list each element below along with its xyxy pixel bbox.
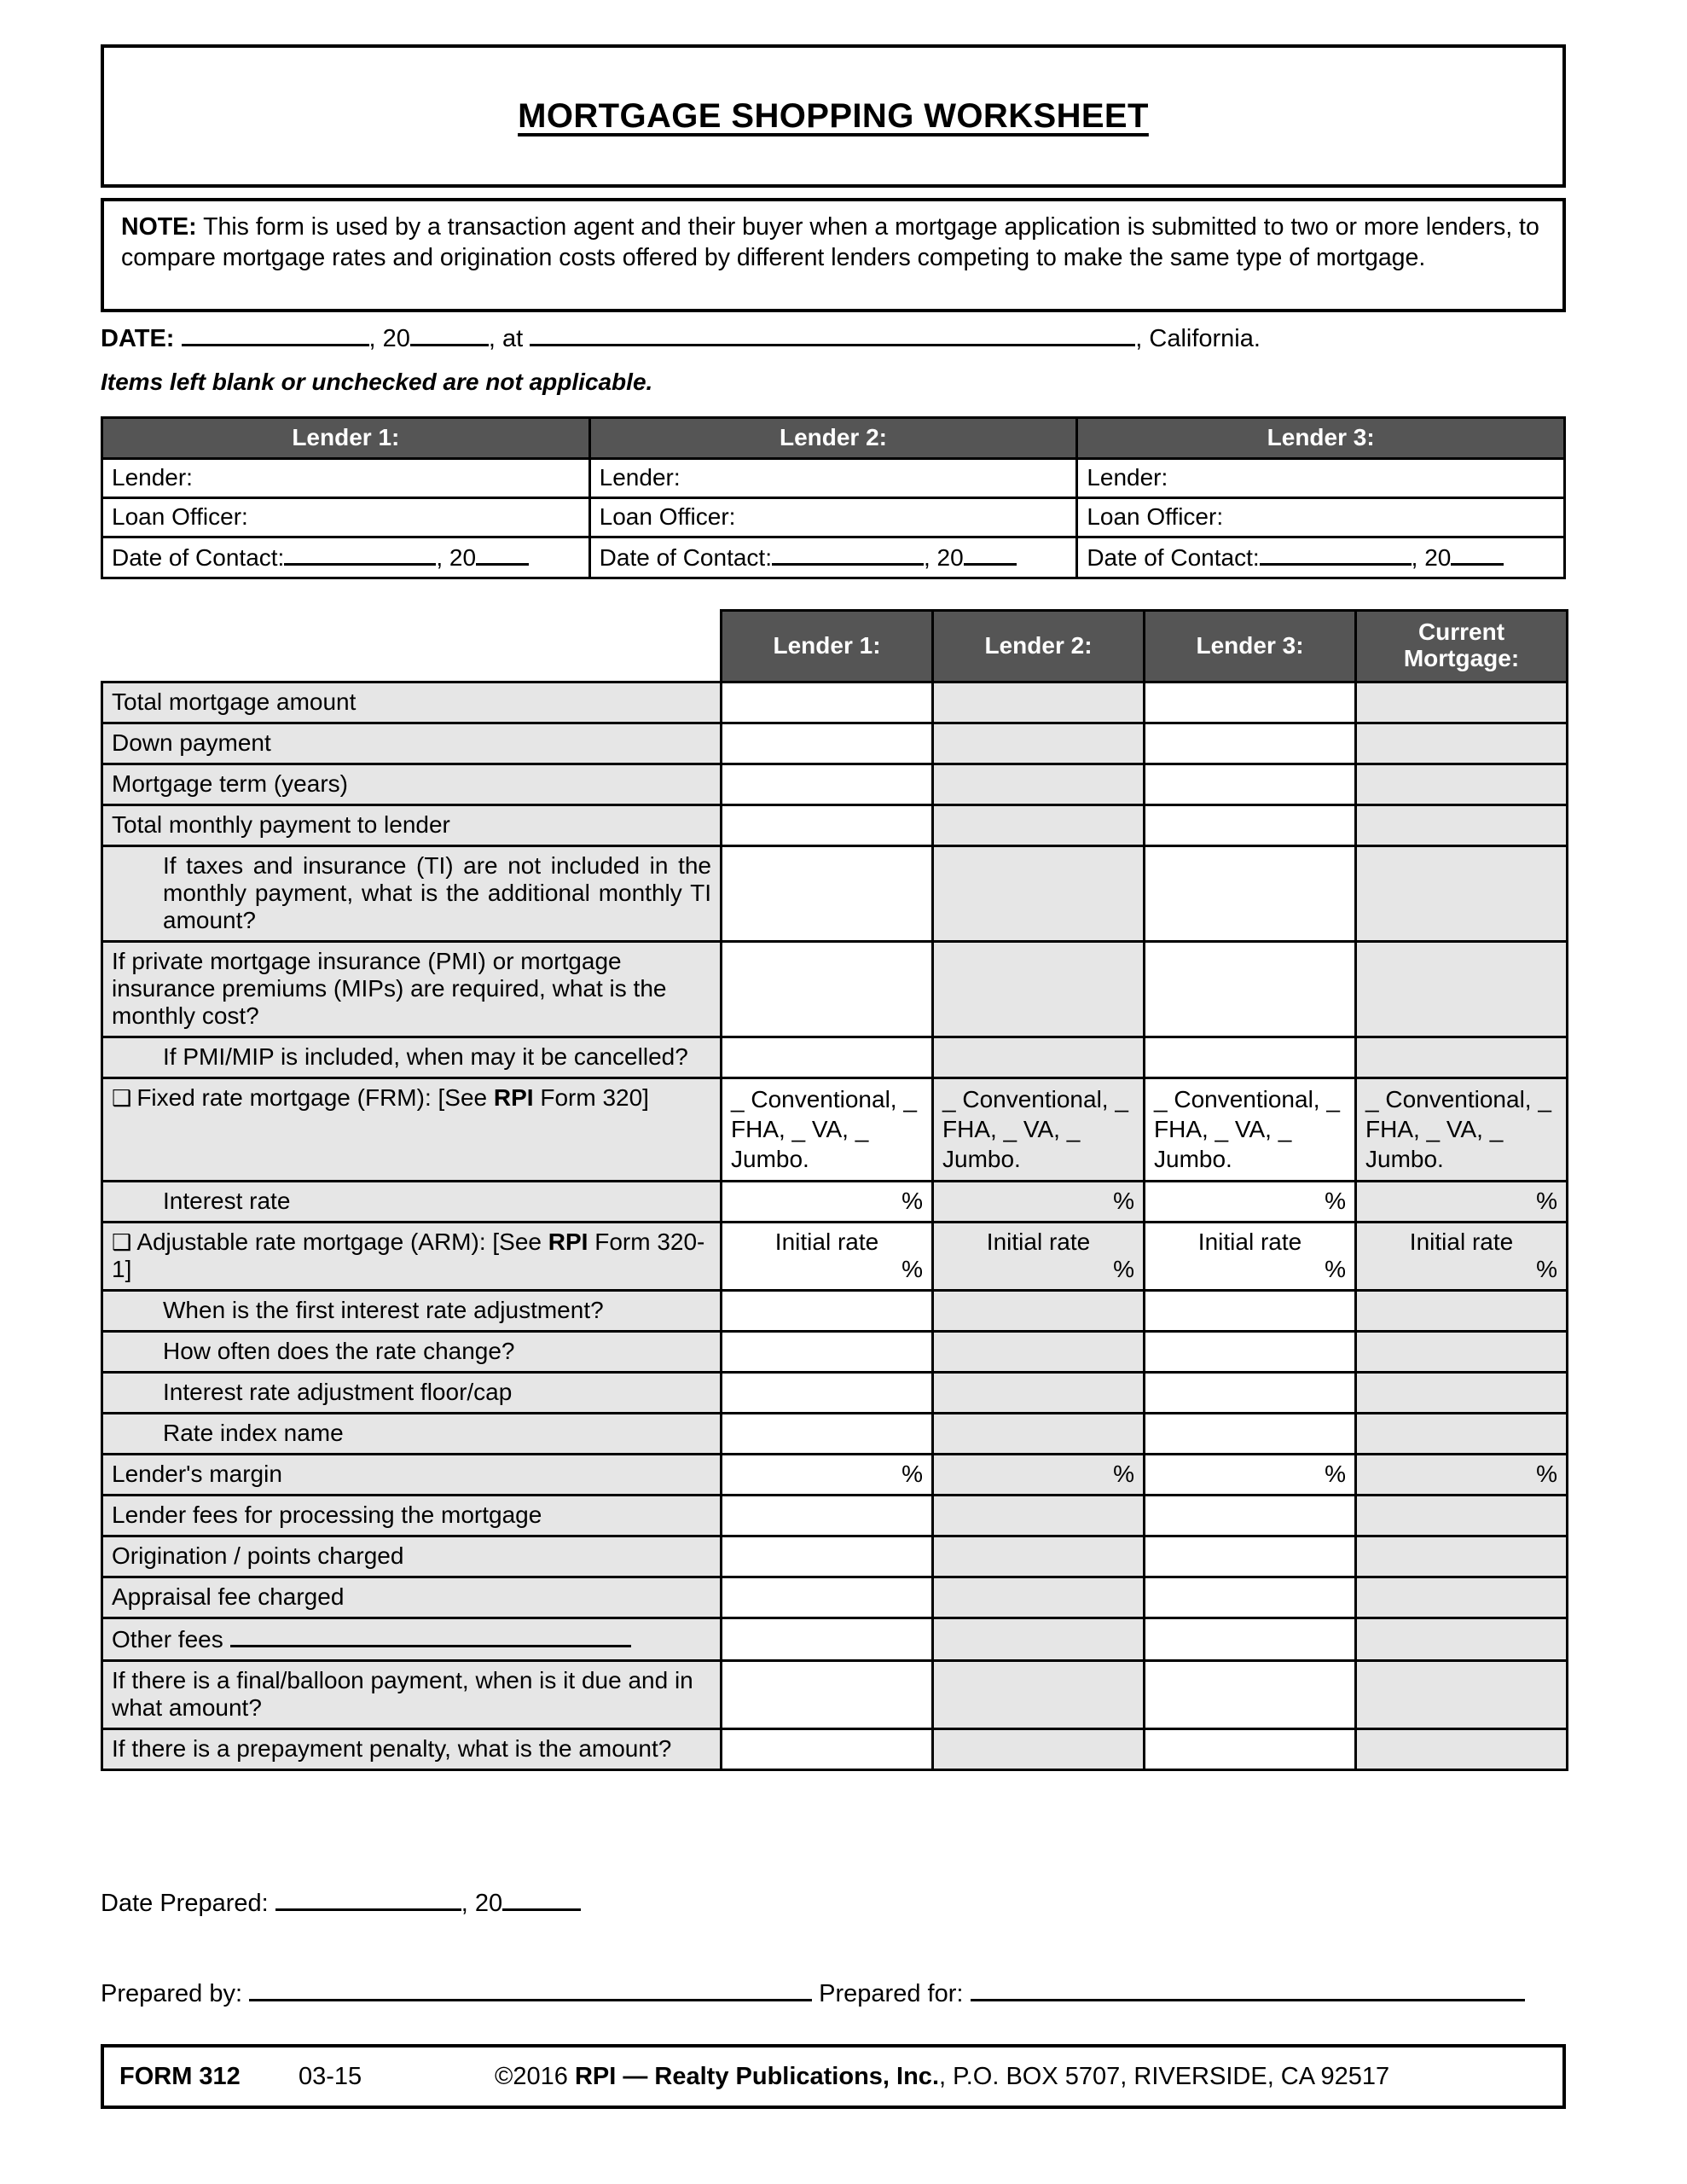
value-cell-r10-c0[interactable]	[722, 1290, 933, 1331]
percent-symbol: %	[1113, 1187, 1134, 1214]
row-label-0	[102, 682, 722, 723]
table-row	[102, 682, 1568, 723]
value-cell-r14-c0[interactable]	[722, 1454, 933, 1495]
value-cell-r7-c0[interactable]	[722, 1077, 933, 1181]
note-label: NOTE:	[121, 213, 197, 241]
table-row	[102, 1290, 1568, 1331]
value-cell-r19-c1[interactable]	[933, 1660, 1145, 1728]
table-row	[102, 1331, 1568, 1372]
initial-rate-label: Initial rate	[774, 1228, 879, 1255]
applicability-note: Items left blank or unchecked are not applicable.	[101, 369, 653, 395]
value-cell-r8-c2[interactable]	[1145, 1181, 1356, 1222]
value-cell-r4-c2[interactable]	[1145, 845, 1356, 941]
mortgage-comparison-table	[101, 609, 1568, 1771]
loan-type-options[interactable]: _ Conventional, _ FHA, _ VA, _ Jumbo.	[731, 1085, 917, 1172]
value-cell-r12-c2[interactable]	[1145, 1372, 1356, 1413]
lender-name-label: Lender:	[599, 464, 681, 491]
date-of-contact-label: Date of Contact:	[1087, 544, 1260, 571]
date-of-contact-year-prefix: , 20	[924, 544, 964, 571]
row-label-17	[102, 1577, 722, 1618]
date-of-contact-year-input[interactable]	[964, 543, 1017, 566]
value-cell-r2-c2[interactable]	[1145, 764, 1356, 804]
row-label-text: Total monthly payment to lender	[112, 810, 450, 838]
value-cell-r7-c1[interactable]	[933, 1077, 1145, 1181]
percent-symbol: %	[1325, 1460, 1346, 1487]
other-fees-input[interactable]	[230, 1624, 631, 1647]
rpi-brand: RPI	[548, 1228, 588, 1255]
value-cell-r0-c2[interactable]	[1145, 682, 1356, 723]
note-box	[101, 198, 1566, 312]
row-label-text: If PMI/MIP is included, when may it be cancelled?	[163, 1043, 688, 1070]
value-cell-r18-c0[interactable]	[722, 1618, 933, 1660]
row-label-8	[102, 1181, 722, 1222]
col-header-lender-1: Lender 1:	[722, 611, 933, 682]
date-prepared-line	[101, 1887, 581, 1918]
percent-symbol: %	[1536, 1255, 1557, 1282]
row-label-18	[102, 1618, 722, 1660]
row-label-2	[102, 764, 722, 804]
value-cell-r1-c0[interactable]	[722, 723, 933, 764]
signature-row	[101, 1978, 1569, 2008]
table-row	[102, 941, 1568, 1037]
row-label-text: Lender's margin	[112, 1460, 282, 1487]
date-line	[101, 322, 1572, 353]
table-row	[102, 764, 1568, 804]
value-cell-r17-c2[interactable]	[1145, 1577, 1356, 1618]
value-cell-r14-c1[interactable]	[933, 1454, 1145, 1495]
percent-symbol: %	[1536, 1460, 1557, 1487]
note-text	[121, 212, 1547, 273]
value-cell-r18-c2[interactable]	[1145, 1618, 1356, 1660]
prepared-by-input[interactable]	[249, 1978, 812, 2001]
lender-name-row	[102, 459, 1565, 498]
row-label-6	[102, 1037, 722, 1077]
lender-1-name-cell[interactable]	[102, 459, 590, 498]
value-cell-r2-c0[interactable]	[722, 764, 933, 804]
row-label-5	[102, 941, 722, 1037]
loan-officer-label: Loan Officer:	[599, 503, 736, 530]
value-cell-r3-c1[interactable]	[933, 804, 1145, 845]
value-cell-r16-c1[interactable]	[933, 1536, 1145, 1577]
value-cell-r9-c0[interactable]	[722, 1222, 933, 1290]
lender-2-contact-cell[interactable]	[589, 537, 1077, 578]
percent-symbol: %	[1325, 1187, 1346, 1214]
lender-name-label: Lender:	[112, 464, 193, 491]
value-cell-r20-c1[interactable]	[933, 1728, 1145, 1769]
value-cell-r10-c2[interactable]	[1145, 1290, 1356, 1331]
loan-type-options[interactable]: _ Conventional, _ FHA, _ VA, _ Jumbo.	[942, 1085, 1128, 1172]
value-cell-r15-c2[interactable]	[1145, 1495, 1356, 1536]
value-cell-r3-c0[interactable]	[722, 804, 933, 845]
value-cell-r12-c3[interactable]	[1356, 1372, 1568, 1413]
lender-3-officer-cell[interactable]	[1077, 498, 1565, 537]
date-of-contact-label: Date of Contact:	[112, 544, 285, 571]
date-of-contact-input[interactable]	[772, 543, 924, 566]
loan-officer-label: Loan Officer:	[112, 503, 248, 530]
comparison-header-row	[102, 611, 1568, 682]
loan-officer-row	[102, 498, 1565, 537]
row-label-text: If private mortgage insurance (PMI) or mortgage insurance premiums (MIPs) are required, what is the monthly cost?	[112, 947, 667, 1029]
value-cell-r5-c1[interactable]	[933, 941, 1145, 1037]
row-label-text: How often does the rate change?	[163, 1337, 515, 1364]
date-year-prefix: , 20	[368, 325, 410, 352]
percent-symbol: %	[1325, 1255, 1346, 1282]
row-label-16	[102, 1536, 722, 1577]
value-cell-r19-c3[interactable]	[1356, 1660, 1568, 1728]
value-cell-r12-c1[interactable]	[933, 1372, 1145, 1413]
row-label-11	[102, 1331, 722, 1372]
note-body: This form is used by a transaction agent and their buyer when a mortgage application is submitted to two or more lenders, to compare mortgage rates and origination costs offered by different lenders competing to make the same type of mortgage.	[121, 213, 1539, 272]
date-prepared-input[interactable]	[275, 1887, 461, 1911]
rpi-brand: RPI	[493, 1083, 534, 1111]
value-cell-r9-c1[interactable]	[933, 1222, 1145, 1290]
value-cell-r2-c3[interactable]	[1356, 764, 1568, 804]
table-row	[102, 1618, 1568, 1660]
row-label-text: Other fees	[112, 1625, 230, 1653]
loan-officer-label: Loan Officer:	[1087, 503, 1224, 530]
value-cell-r11-c1[interactable]	[933, 1331, 1145, 1372]
row-label-text: Adjustable rate mortgage (ARM): [See	[136, 1228, 548, 1255]
value-cell-r0-c0[interactable]	[722, 682, 933, 723]
value-cell-r13-c1[interactable]	[933, 1413, 1145, 1454]
percent-symbol: %	[1113, 1255, 1134, 1282]
lender-2-header: Lender 2:	[589, 418, 1077, 459]
date-of-contact-input[interactable]	[284, 543, 436, 566]
row-label-text: Lender fees for processing the mortgage	[112, 1501, 542, 1528]
value-cell-r10-c3[interactable]	[1356, 1290, 1568, 1331]
table-row	[102, 1454, 1568, 1495]
value-cell-r17-c3[interactable]	[1356, 1577, 1568, 1618]
loan-type-options[interactable]: _ Conventional, _ FHA, _ VA, _ Jumbo.	[1365, 1085, 1551, 1172]
date-year-input[interactable]	[410, 322, 489, 346]
loan-type-options[interactable]: _ Conventional, _ FHA, _ VA, _ Jumbo.	[1154, 1085, 1340, 1172]
page-title: MORTGAGE SHOPPING WORKSHEET	[518, 96, 1149, 135]
row-label-4	[102, 845, 722, 941]
row-label-text: When is the first interest rate adjustment?	[163, 1296, 604, 1323]
value-cell-r13-c2[interactable]	[1145, 1413, 1356, 1454]
value-cell-r8-c0[interactable]	[722, 1181, 933, 1222]
comparison-body	[102, 682, 1568, 1769]
table-row	[102, 723, 1568, 764]
row-label-text: Appraisal fee charged	[112, 1583, 345, 1610]
copyright-address: , P.O. BOX 5707, RIVERSIDE, CA 92517	[939, 2062, 1390, 2090]
lender-info-table	[101, 416, 1566, 579]
row-label-20	[102, 1728, 722, 1769]
value-cell-r20-c0[interactable]	[722, 1728, 933, 1769]
table-row	[102, 1495, 1568, 1536]
table-row	[102, 845, 1568, 941]
value-cell-r14-c3[interactable]	[1356, 1454, 1568, 1495]
value-cell-r6-c2[interactable]	[1145, 1037, 1356, 1077]
row-label-suffix: Form 320-1]	[112, 1228, 705, 1282]
title-box	[101, 44, 1566, 188]
table-row	[102, 1728, 1568, 1769]
date-of-contact-year-input[interactable]	[476, 543, 529, 566]
value-cell-r9-c2[interactable]	[1145, 1222, 1356, 1290]
row-label-14	[102, 1454, 722, 1495]
row-label-text: Interest rate	[163, 1187, 291, 1214]
value-cell-r17-c0[interactable]	[722, 1577, 933, 1618]
value-cell-r5-c0[interactable]	[722, 941, 933, 1037]
value-cell-r6-c0[interactable]	[722, 1037, 933, 1077]
date-of-contact-year-input[interactable]	[1451, 543, 1504, 566]
percent-symbol: %	[901, 1187, 923, 1214]
table-row	[102, 1077, 1568, 1181]
checkbox-icon[interactable]: ❑	[112, 1229, 132, 1256]
value-cell-r16-c0[interactable]	[722, 1536, 933, 1577]
value-cell-r1-c3[interactable]	[1356, 723, 1568, 764]
lender-3-contact-cell[interactable]	[1077, 537, 1565, 578]
col-header-current-mortgage: Current Mortgage:	[1356, 611, 1568, 682]
table-row	[102, 1536, 1568, 1577]
lender-name-label: Lender:	[1087, 464, 1168, 491]
row-label-19	[102, 1660, 722, 1728]
percent-symbol: %	[1536, 1187, 1557, 1214]
value-cell-r9-c3[interactable]	[1356, 1222, 1568, 1290]
date-of-contact-year-prefix: , 20	[436, 544, 477, 571]
value-cell-r17-c1[interactable]	[933, 1577, 1145, 1618]
value-cell-r11-c3[interactable]	[1356, 1331, 1568, 1372]
table-row	[102, 1660, 1568, 1728]
value-cell-r1-c1[interactable]	[933, 723, 1145, 764]
table-row	[102, 1413, 1568, 1454]
value-cell-r19-c0[interactable]	[722, 1660, 933, 1728]
date-input[interactable]	[182, 322, 369, 346]
value-cell-r15-c0[interactable]	[722, 1495, 933, 1536]
date-prepared-label: Date Prepared:	[101, 1890, 269, 1917]
value-cell-r7-c2[interactable]	[1145, 1077, 1356, 1181]
row-label-text: Interest rate adjustment floor/cap	[163, 1378, 513, 1405]
table-row	[102, 1222, 1568, 1290]
prepared-for-input[interactable]	[971, 1978, 1525, 2001]
value-cell-r15-c1[interactable]	[933, 1495, 1145, 1536]
row-label-12	[102, 1372, 722, 1413]
value-cell-r0-c1[interactable]	[933, 682, 1145, 723]
value-cell-r2-c1[interactable]	[933, 764, 1145, 804]
lender-1-header: Lender 1:	[102, 418, 590, 459]
value-cell-r5-c3[interactable]	[1356, 941, 1568, 1037]
value-cell-r8-c3[interactable]	[1356, 1181, 1568, 1222]
date-prepared-year-input[interactable]	[502, 1887, 581, 1911]
copyright-notice	[495, 2063, 1562, 2091]
lender-1-contact-cell[interactable]	[102, 537, 590, 578]
row-label-text: Mortgage term (years)	[112, 770, 348, 797]
footer-bar	[101, 2044, 1566, 2109]
value-cell-r11-c0[interactable]	[722, 1331, 933, 1372]
row-label-text: If taxes and insurance (TI) are not included in the monthly payment, what is the additional monthly TI amount?	[163, 851, 711, 933]
col-header-lender-2: Lender 2:	[933, 611, 1145, 682]
date-of-contact-input[interactable]	[1260, 543, 1412, 566]
date-place-input[interactable]	[530, 322, 1135, 346]
row-label-13	[102, 1413, 722, 1454]
value-cell-r0-c3[interactable]	[1356, 682, 1568, 723]
lender-info-header-row	[102, 418, 1565, 459]
row-label-9	[102, 1222, 722, 1290]
table-row	[102, 1181, 1568, 1222]
table-corner-spacer	[102, 611, 722, 682]
row-label-10	[102, 1290, 722, 1331]
value-cell-r4-c0[interactable]	[722, 845, 933, 941]
value-cell-r11-c2[interactable]	[1145, 1331, 1356, 1372]
row-label-text: Origination / points charged	[112, 1542, 404, 1569]
prepared-for-label: Prepared for:	[819, 1980, 964, 2007]
row-label-15	[102, 1495, 722, 1536]
date-label: DATE:	[101, 325, 175, 352]
row-label-suffix: Form 320]	[533, 1083, 649, 1111]
percent-symbol: %	[901, 1255, 923, 1282]
publisher-name: RPI — Realty Publications, Inc.	[574, 2062, 939, 2090]
row-label-text: Fixed rate mortgage (FRM): [See	[136, 1083, 494, 1111]
row-label-text: If there is a prepayment penalty, what is the amount?	[112, 1734, 672, 1762]
row-label-1	[102, 723, 722, 764]
row-label-text: Total mortgage amount	[112, 688, 357, 715]
row-label-text: Rate index name	[163, 1419, 344, 1446]
row-label-7	[102, 1077, 722, 1181]
value-cell-r4-c1[interactable]	[933, 845, 1145, 941]
row-label-text: Down payment	[112, 729, 271, 756]
percent-symbol: %	[901, 1460, 923, 1487]
value-cell-r15-c3[interactable]	[1356, 1495, 1568, 1536]
initial-rate-label: Initial rate	[986, 1228, 1091, 1255]
value-cell-r16-c2[interactable]	[1145, 1536, 1356, 1577]
value-cell-r12-c0[interactable]	[722, 1372, 933, 1413]
lender-3-name-cell[interactable]	[1077, 459, 1565, 498]
value-cell-r10-c1[interactable]	[933, 1290, 1145, 1331]
date-at-label: , at	[488, 325, 524, 352]
value-cell-r14-c2[interactable]	[1145, 1454, 1356, 1495]
row-label-3	[102, 804, 722, 845]
value-cell-r4-c3[interactable]	[1356, 845, 1568, 941]
value-cell-r3-c2[interactable]	[1145, 804, 1356, 845]
prepared-by-label: Prepared by:	[101, 1980, 243, 2007]
value-cell-r16-c3[interactable]	[1356, 1536, 1568, 1577]
value-cell-r19-c2[interactable]	[1145, 1660, 1356, 1728]
date-of-contact-row	[102, 537, 1565, 578]
form-revision-date: 03-15	[299, 2062, 362, 2090]
date-prepared-year-prefix: , 20	[461, 1890, 503, 1917]
table-row	[102, 1372, 1568, 1413]
value-cell-r13-c0[interactable]	[722, 1413, 933, 1454]
initial-rate-label: Initial rate	[1409, 1228, 1514, 1255]
table-row	[102, 1037, 1568, 1077]
table-row	[102, 1577, 1568, 1618]
col-header-lender-3: Lender 3:	[1145, 611, 1356, 682]
lender-2-officer-cell[interactable]	[589, 498, 1077, 537]
value-cell-r20-c3[interactable]	[1356, 1728, 1568, 1769]
initial-rate-label: Initial rate	[1197, 1228, 1302, 1255]
value-cell-r7-c3[interactable]	[1356, 1077, 1568, 1181]
value-cell-r18-c3[interactable]	[1356, 1618, 1568, 1660]
value-cell-r13-c3[interactable]	[1356, 1413, 1568, 1454]
copyright-prefix: ©2016	[495, 2062, 575, 2090]
checkbox-icon[interactable]: ❑	[112, 1085, 132, 1112]
value-cell-r18-c1[interactable]	[933, 1618, 1145, 1660]
value-cell-r3-c3[interactable]	[1356, 804, 1568, 845]
lender-3-header: Lender 3:	[1077, 418, 1565, 459]
value-cell-r6-c1[interactable]	[933, 1037, 1145, 1077]
value-cell-r1-c2[interactable]	[1145, 723, 1356, 764]
date-of-contact-year-prefix: , 20	[1411, 544, 1452, 571]
date-of-contact-label: Date of Contact:	[599, 544, 772, 571]
table-row	[102, 804, 1568, 845]
form-number: FORM 312	[119, 2062, 241, 2090]
date-state-label: , California.	[1135, 325, 1261, 352]
percent-symbol: %	[1113, 1460, 1134, 1487]
value-cell-r6-c3[interactable]	[1356, 1037, 1568, 1077]
row-label-text: If there is a final/balloon payment, when is it due and in what amount?	[112, 1666, 693, 1721]
value-cell-r20-c2[interactable]	[1145, 1728, 1356, 1769]
lender-2-name-cell[interactable]	[589, 459, 1077, 498]
value-cell-r5-c2[interactable]	[1145, 941, 1356, 1037]
value-cell-r8-c1[interactable]	[933, 1181, 1145, 1222]
lender-1-officer-cell[interactable]	[102, 498, 590, 537]
